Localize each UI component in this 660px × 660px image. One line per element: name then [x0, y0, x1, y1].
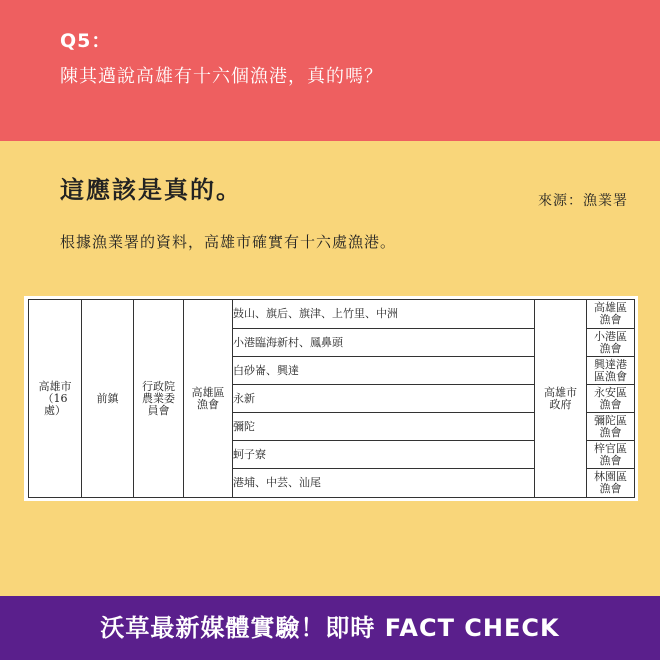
table-city: 高雄市（16處） [38, 379, 72, 417]
table-local-association: 興達港區漁會 [587, 357, 635, 385]
table-town-cell [82, 300, 134, 498]
table-agency: 行政院農業委員會 [142, 379, 175, 417]
table-local-association: 永安區漁會 [587, 385, 635, 413]
table-port-row: 蚵子寮 [233, 441, 535, 469]
fishing-port-table-image [24, 296, 638, 501]
question-text: 陳其邁說高雄有十六個漁港，真的嗎？ [60, 66, 383, 87]
answer-detail: 根據漁業署的資料，高雄市確實有十六處漁港。 [60, 233, 397, 251]
footer-banner [0, 596, 660, 660]
source-label: 來源：漁業署 [538, 193, 628, 209]
table-port-row: 鼓山、旗后、旗津、上竹里、中洲 [233, 300, 535, 329]
fishing-port-table [28, 299, 635, 498]
table-port-row: 彌陀 [233, 413, 535, 441]
table-agency-cell [134, 300, 184, 498]
table-local-association: 梓官區漁會 [587, 441, 635, 469]
footer-text: 沃草最新媒體實驗！即時 FACT CHECK [100, 614, 560, 642]
table-government-cell [535, 300, 587, 498]
table-port-row: 小港臨海新村、鳳鼻頭 [233, 329, 535, 357]
table-association-cell [184, 300, 233, 498]
table-city-cell [29, 300, 82, 498]
table-government: 高雄市政府 [544, 385, 577, 411]
table-local-association: 彌陀區漁會 [587, 413, 635, 441]
table-local-association: 高雄區漁會 [587, 300, 635, 329]
answer-verdict: 這應該是真的。 [60, 176, 242, 204]
table-port-row: 港埔、中芸、汕尾 [233, 469, 535, 498]
table-local-association: 林園區漁會 [587, 469, 635, 498]
table-association: 高雄區漁會 [191, 385, 225, 411]
question-label: Q5： [60, 30, 112, 52]
table-town: 前鎮 [96, 391, 119, 405]
table-local-association: 小港區漁會 [587, 329, 635, 357]
table-port-row: 白砂崙、興達 [233, 357, 535, 385]
table-port-row: 永新 [233, 385, 535, 413]
